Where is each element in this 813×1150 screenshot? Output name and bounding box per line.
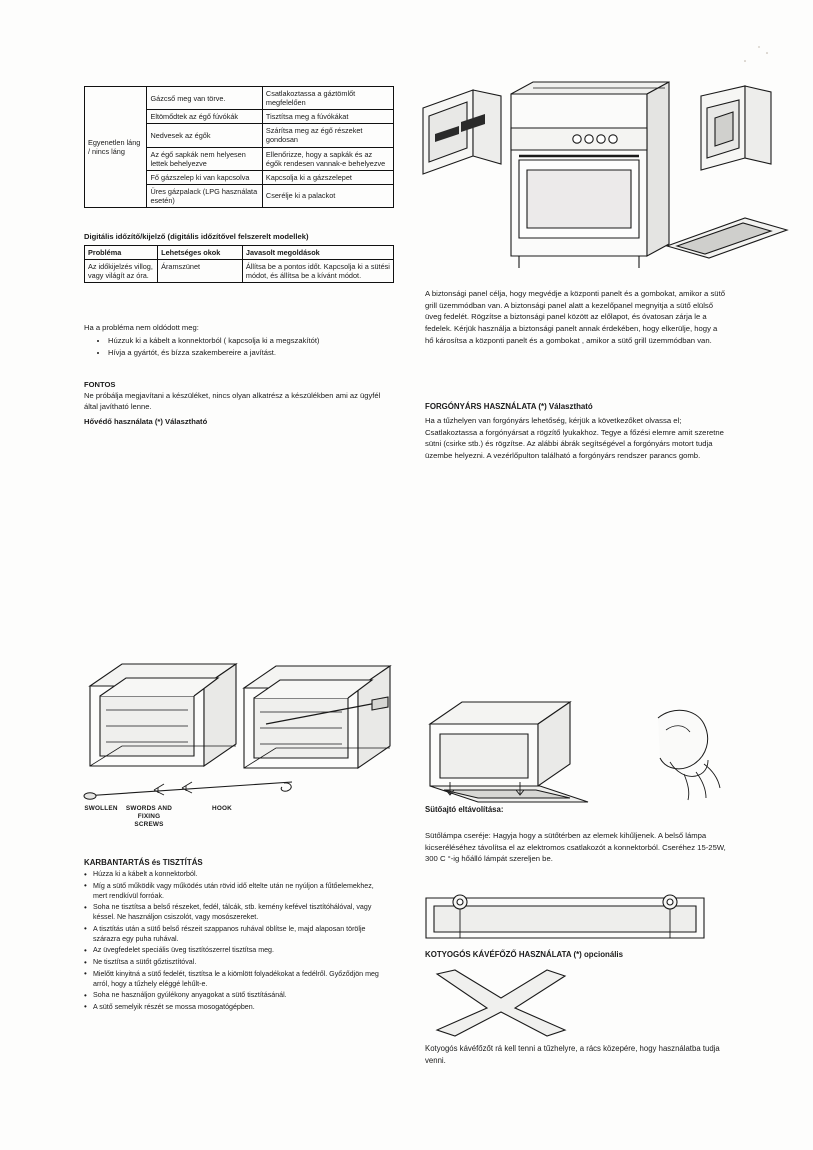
solution-cell: Állítsa be a pontos időt. Kapcsolja ki a sütési módot, és állítsa be a kívánt módot. bbox=[242, 260, 393, 283]
list-item: • Míg a sütő működik vagy működés után rövid idő eltelte után ne nyúljon a fűtőelemekhez, mert rendkívül forróak. bbox=[84, 881, 389, 901]
list-item: • A tisztítás után a sütő belső részeit szappanos ruhával öblítse le, majd alaposan törölje szárazra egy puha ruhával. bbox=[84, 924, 389, 944]
solution-cell: Cserélje ki a palackot bbox=[262, 184, 393, 207]
maintenance-list bbox=[84, 869, 389, 1013]
column-header-problem: Probléma bbox=[85, 246, 158, 260]
important-block bbox=[84, 379, 384, 412]
solution-cell: Szárítsa meg az égő részeket gondosan bbox=[262, 124, 393, 147]
solution-cell: Csatlakoztassa a gáztömlőt megfelelően bbox=[262, 87, 393, 110]
oven-door-hinges-figure bbox=[420, 888, 710, 946]
cause-cell: Fő gázszelep ki van kapcsolva bbox=[147, 170, 262, 184]
column-header-solutions: Javasolt megoldások bbox=[242, 246, 393, 260]
table-row bbox=[85, 260, 394, 283]
important-heading: FONTOS bbox=[84, 380, 116, 389]
list-item: • Soha ne használjon gyúlékony anyagokat a sütő tisztításánál. bbox=[84, 990, 389, 1000]
cause-cell: Az égő sapkák nem helyesen lettek behelyezve bbox=[147, 147, 262, 170]
list-item: • A sütő semelyik részét se mossa mosogatógépben. bbox=[84, 1002, 389, 1012]
heat-shield-heading: Hővédő használata (*) Választható bbox=[84, 417, 208, 426]
list-item: • Soha ne tisztítsa a belső részeket, fedél, tálcák, stb. kemény kefével tisztítóhálóval, vagy késsel. Ne használjon csiszolót, vagy mosószereket. bbox=[84, 902, 389, 922]
coffee-maker-support-figure bbox=[425, 968, 575, 1040]
rotisserie-paragraph: Ha a tűzhelyen van forgónyárs lehetőség, kérjük a következőket olvassa el; Csatlakoztassa a forgónyársat a rögzítő lyukakhoz. Tegye a főzési elemre amit szeretne sütni (csirke stb.) és rögzítse. Az alábbi ábrák segítségével a forgónyárs motort tudja üzembe helyezni. A vezérlőpulton található a forgónyárs rendszer parancs gomb. bbox=[425, 416, 724, 461]
table-row bbox=[85, 87, 394, 110]
list-item: • Hívja a gyártót, és bízza szakembereire a javítást. bbox=[108, 347, 384, 358]
figure-label-hook: HOOK bbox=[212, 805, 232, 812]
digital-timer-heading: Digitális időzítő/kijelző (digitális időzítővel felszerelt modellek) bbox=[84, 232, 309, 241]
list-item: • Húzzuk ki a kábelt a konnektorból ( kapcsolja ki a megszakítót) bbox=[108, 335, 384, 346]
cause-cell: Áramszünet bbox=[158, 260, 243, 283]
figure-label-swollen: SWOLLEN bbox=[84, 805, 118, 812]
figure-label-swords-and-fixing-screws: SWORDS AND FIXING SCREWS bbox=[125, 805, 173, 828]
oven-safety-panel-figure bbox=[415, 78, 795, 278]
troubleshooting-table bbox=[84, 86, 394, 208]
table-header-row bbox=[85, 246, 394, 260]
problem-cell: Az időkijelzés villog, vagy világít az óra. bbox=[85, 260, 158, 283]
coffee-maker-heading: KOTYOGÓS KÁVÉFŐZŐ HASZNÁLATA (*) opcionális bbox=[425, 950, 623, 959]
digital-timer-table bbox=[84, 245, 394, 283]
oven-door-removal-figure bbox=[420, 690, 620, 805]
cause-cell: Üres gázpalack (LPG használata esetén) bbox=[147, 184, 262, 207]
oven-door-removal-heading: Sütőajtó eltávolítása: bbox=[425, 805, 504, 814]
solution-cell: Tisztítsa meg a fúvókákat bbox=[262, 110, 393, 124]
not-solved-heading: Ha a probléma nem oldódott meg: bbox=[84, 323, 199, 332]
solution-cell: Ellenőrizze, hogy a sapkák és az égők rendesen vannak-e behelyezve bbox=[262, 147, 393, 170]
scan-speck bbox=[758, 46, 760, 48]
list-item: • Mielőtt kinyitná a sütő fedelét, tisztítsa le a kiömlött folyadékokat a fedélről. Győződjön meg arról, hogy a tűzhely eléggé lehűlt-e. bbox=[84, 969, 389, 989]
rotisserie-parts-figure bbox=[78, 770, 308, 810]
important-text: Ne próbálja megjavítani a készüléket, nincs olyan alkatrész a készülékben ami az ügyfél által javítható lenne. bbox=[84, 391, 381, 411]
oven-lamp-replacement-text: Sütőlámpa cseréje: Hagyja hogy a sütőtérben az elemek kihűljenek. A belső lámpa kicseréléséhez távolítsa el az elektromos csatlakozót a konnektorból. Cseréhez 15-25W, 300 C °-ig hőálló lámpát szereljen be. bbox=[425, 831, 726, 864]
maintenance-heading: KARBANTARTÁS és TISZTÍTÁS bbox=[84, 858, 203, 867]
cause-cell: Nedvesek az égők bbox=[147, 124, 262, 147]
solution-cell: Kapcsolja ki a gázszelepet bbox=[262, 170, 393, 184]
oven-lamp-hand-figure bbox=[640, 700, 750, 810]
list-item: • Az üvegfedelet speciális üveg tisztítószerrel tisztítsa meg. bbox=[84, 945, 389, 955]
coffee-maker-text: Kotyogós kávéfőzőt rá kell tenni a tűzhelyre, a rács közepére, hogy használatba tudja venni. bbox=[425, 1044, 720, 1065]
list-item: • Húzza ki a kábelt a konnektorból. bbox=[84, 869, 389, 879]
not-solved-list bbox=[84, 335, 384, 358]
cause-cell: Eltömődtek az égő fúvókák bbox=[147, 110, 262, 124]
row-header-uneven-flame: Egyenetlen láng / nincs láng bbox=[85, 87, 147, 208]
scan-speck bbox=[744, 60, 746, 62]
column-header-causes: Lehetséges okok bbox=[158, 246, 243, 260]
cause-cell: Gázcső meg van törve. bbox=[147, 87, 262, 110]
scan-speck bbox=[766, 52, 768, 54]
list-item: • Ne tisztítsa a sütőt gőztisztítóval. bbox=[84, 957, 389, 967]
safety-panel-paragraph: A biztonsági panel célja, hogy megvédje a központi panelt és a gombokat, amikor a sütő grill üzemmódban van. A biztonsági panel alatt a kezelőpanel megnyitja a sütő elülső üveg fedelét. Rögzítse a biztonsági panel között az előlapot, és óvatosan zárja le a fedelek. Kérjük használja a biztonsági panelt annak érdekében, hogy elkerülje, hogy a hő károsítsa a központi panelt és a gombokat , amikor a sütő grill üzemmódban van. bbox=[425, 289, 725, 345]
rotisserie-heading: FORGÓNYÁRS HASZNÁLATA (*) Választható bbox=[425, 402, 593, 411]
problem-not-solved-block bbox=[84, 322, 384, 359]
